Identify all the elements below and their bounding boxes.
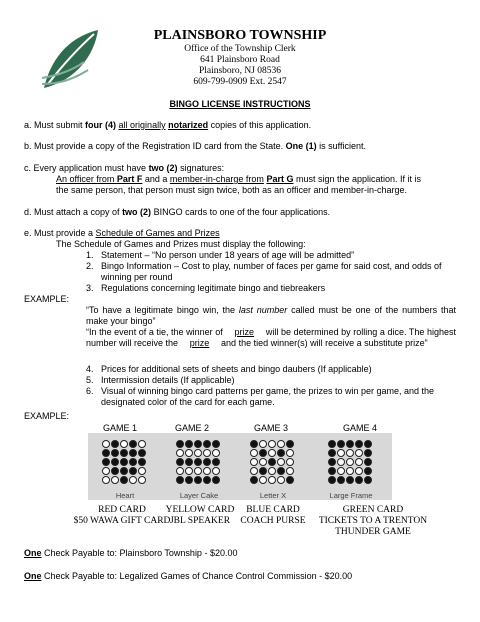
list-item: Bingo Information – Cost to play, number of faces per game for said cost, and odds of winning per round xyxy=(101,261,442,282)
bingo-dot-filled xyxy=(185,458,193,466)
bingo-dot-filled xyxy=(176,458,184,466)
bingo-dot-empty xyxy=(138,476,146,484)
bingo-dot-filled xyxy=(250,476,258,484)
list-item-number: 5. xyxy=(86,375,94,385)
bingo-dot-filled xyxy=(328,476,336,484)
bingo-dot-filled xyxy=(346,440,354,448)
bingo-dot-empty xyxy=(185,449,193,457)
bingo-dot-filled xyxy=(355,476,363,484)
bingo-dot-filled xyxy=(102,449,110,457)
bingo-card-game-2 xyxy=(162,433,236,500)
bingo-dot-filled xyxy=(364,467,372,475)
bingo-dot-filled xyxy=(176,440,184,448)
bingo-dot-empty xyxy=(129,476,137,484)
bingo-dot-filled xyxy=(328,458,336,466)
bingo-dot-empty xyxy=(176,449,184,457)
bingo-pattern-grid xyxy=(102,440,146,484)
bingo-dot-empty xyxy=(259,440,267,448)
card-color: BLUE CARD xyxy=(246,505,300,515)
list-item-number: 3. xyxy=(86,283,94,293)
list-item: Intermission details (If applicable) xyxy=(101,375,235,385)
list-item: Visual of winning bingo card patterns per game, the prizes to win per game, and the designated color of the card for each game. xyxy=(101,386,435,407)
list-item-number: 2. xyxy=(86,261,94,271)
list-item-number: 1. xyxy=(86,250,94,260)
bingo-dot-empty xyxy=(194,467,202,475)
game-label: GAME 1 xyxy=(102,423,137,433)
bingo-dot-filled xyxy=(286,440,294,448)
item-c: c. Every application must have two (2) signatures: xyxy=(24,163,225,173)
bingo-dot-empty xyxy=(268,467,276,475)
bingo-dot-empty xyxy=(346,467,354,475)
bingo-dot-empty xyxy=(203,467,211,475)
bingo-dot-filled xyxy=(328,440,336,448)
bingo-dot-filled xyxy=(111,458,119,466)
bingo-card-game-3 xyxy=(236,433,310,500)
item-c-line2: the same person, that person must sign twice, both as an officer and member-in-charge. xyxy=(56,185,408,195)
bingo-dot-filled xyxy=(337,440,345,448)
check-plainsboro: One Check Payable to: Plainsboro Township - $20.00 xyxy=(24,548,238,558)
bingo-dot-empty xyxy=(111,476,119,484)
pattern-caption: Heart xyxy=(115,491,135,500)
doc-title: BINGO LICENSE INSTRUCTIONS xyxy=(169,99,311,109)
bingo-dot-empty xyxy=(337,467,345,475)
item-b: b. Must provide a copy of the Registration ID card from the State. One (1) is sufficient. xyxy=(24,141,366,151)
bingo-dot-empty xyxy=(250,467,258,475)
pattern-caption: Large Frame xyxy=(329,491,373,500)
bingo-dot-filled xyxy=(259,449,267,457)
bingo-dot-empty xyxy=(346,458,354,466)
bingo-dot-empty xyxy=(337,449,345,457)
bingo-dot-empty xyxy=(286,449,294,457)
bingo-dot-filled xyxy=(194,440,202,448)
bingo-dot-filled xyxy=(268,458,276,466)
bingo-dot-empty xyxy=(250,449,258,457)
bingo-dot-empty xyxy=(355,458,363,466)
list-item-number: 4. xyxy=(86,364,94,374)
card-color: GREEN CARD xyxy=(342,505,404,515)
bingo-card-game-4 xyxy=(310,433,392,500)
bingo-dot-empty xyxy=(203,449,211,457)
list-item-number: 6. xyxy=(86,386,94,396)
bingo-dot-filled xyxy=(364,440,372,448)
bingo-dot-filled xyxy=(203,440,211,448)
bingo-dot-filled xyxy=(277,449,285,457)
bingo-dot-filled xyxy=(102,458,110,466)
pattern-caption: Layer Cake xyxy=(179,491,219,500)
bingo-dot-filled xyxy=(129,458,137,466)
bingo-dot-empty xyxy=(277,476,285,484)
phone-line: 609-799-0909 Ext. 2547 xyxy=(193,77,287,87)
bingo-dot-filled xyxy=(212,476,220,484)
bingo-dot-filled xyxy=(364,449,372,457)
game-label: GAME 3 xyxy=(253,423,288,433)
bingo-dot-empty xyxy=(286,467,294,475)
bingo-dot-empty xyxy=(212,467,220,475)
item-c-line1: An officer from Part F and a member-in-charge from Part G must sign the application. If it is xyxy=(56,174,422,184)
bingo-dot-filled xyxy=(346,476,354,484)
item-e: e. Must provide a Schedule of Games and Prizes xyxy=(24,228,220,238)
bingo-dot-filled xyxy=(111,440,119,448)
bingo-dot-empty xyxy=(102,467,110,475)
game-label: GAME 4 xyxy=(342,423,377,433)
bingo-dot-filled xyxy=(328,449,336,457)
bingo-dot-empty xyxy=(259,458,267,466)
bingo-dot-filled xyxy=(129,440,137,448)
bingo-dot-filled xyxy=(355,440,363,448)
bingo-dot-filled xyxy=(194,458,202,466)
bingo-dot-empty xyxy=(185,467,193,475)
card-color: YELLOW CARD xyxy=(165,505,235,515)
bingo-dot-empty xyxy=(176,467,184,475)
bingo-dot-empty xyxy=(268,440,276,448)
bingo-dot-filled xyxy=(194,476,202,484)
bingo-dot-filled xyxy=(120,476,128,484)
bingo-dot-filled xyxy=(203,458,211,466)
requirements-list-continued xyxy=(86,364,446,407)
card-prize: JBL SPEAKER xyxy=(169,516,231,526)
bingo-dot-empty xyxy=(346,449,354,457)
address-line: 641 Plainsboro Road xyxy=(200,55,280,65)
bingo-dot-filled xyxy=(138,449,146,457)
bingo-dot-filled xyxy=(176,476,184,484)
township-title: PLAINSBORO TOWNSHIP xyxy=(153,28,327,43)
bingo-dot-filled xyxy=(120,467,128,475)
bingo-dot-filled xyxy=(328,467,336,475)
city-line: Plainsboro, NJ 08536 xyxy=(198,66,282,76)
list-item: Regulations concerning legitimate bingo and tiebreakers xyxy=(101,283,326,293)
bingo-dot-filled xyxy=(185,440,193,448)
list-item: Statement – “No person under 18 years of age will be admitted” xyxy=(101,250,355,260)
leaf-logo-icon xyxy=(40,26,102,92)
bingo-dot-empty xyxy=(277,440,285,448)
bingo-dot-filled xyxy=(212,458,220,466)
quote-tiebreaker: “In the event of a tie, the winner of prize will be determined by rolling a dice. The highest number will receive the prize and the tied winner(s) will receive a substitute prize” xyxy=(86,327,456,348)
bingo-dot-filled xyxy=(111,449,119,457)
bingo-dot-empty xyxy=(268,476,276,484)
bingo-dot-empty xyxy=(337,458,345,466)
bingo-dot-empty xyxy=(102,476,110,484)
pattern-caption: Letter X xyxy=(259,491,287,500)
bingo-dot-filled xyxy=(120,449,128,457)
bingo-dot-empty xyxy=(212,449,220,457)
bingo-dot-filled xyxy=(337,476,345,484)
check-gaming-commission: One Check Payable to: Legalized Games of Chance Control Commission - $20.00 xyxy=(24,571,353,581)
bingo-dot-filled xyxy=(259,467,267,475)
bingo-dot-empty xyxy=(355,467,363,475)
item-e-sub: The Schedule of Games and Prizes must display the following: xyxy=(56,239,306,249)
example-label-2: EXAMPLE: xyxy=(24,411,70,421)
card-color: RED CARD xyxy=(98,505,146,515)
bingo-dot-empty xyxy=(286,458,294,466)
bingo-dot-filled xyxy=(120,458,128,466)
card-prize: TICKETS TO A TRENTON THUNDER GAME xyxy=(318,516,428,537)
bingo-dot-filled xyxy=(250,440,258,448)
card-prize: COACH PURSE xyxy=(240,516,306,526)
item-a: a. Must submit four (4) all originally notarized copies of this application. xyxy=(24,120,312,130)
bingo-card-game-1 xyxy=(88,433,162,500)
bingo-dot-empty xyxy=(277,458,285,466)
bingo-dot-filled xyxy=(129,467,137,475)
bingo-dot-filled xyxy=(111,467,119,475)
bingo-dot-empty xyxy=(102,440,110,448)
quote-legitimate-win: “To have a legitimate bingo win, the last number called must be one of the numbers that make your bingo” xyxy=(86,305,456,326)
bingo-dot-filled xyxy=(364,458,372,466)
example-label: EXAMPLE: xyxy=(24,294,70,304)
bingo-dot-empty xyxy=(250,458,258,466)
bingo-dot-empty xyxy=(259,476,267,484)
bingo-dot-empty xyxy=(194,449,202,457)
bingo-dot-empty xyxy=(120,440,128,448)
bingo-pattern-grid xyxy=(176,440,220,484)
bingo-dot-filled xyxy=(203,476,211,484)
bingo-pattern-grid xyxy=(328,440,372,484)
bingo-dot-filled xyxy=(185,476,193,484)
requirements-list xyxy=(86,250,446,310)
bingo-dot-filled xyxy=(286,476,294,484)
card-prize: $50 WAWA GIFT CARD xyxy=(73,516,171,526)
bingo-dot-empty xyxy=(138,467,146,475)
bingo-dot-empty xyxy=(138,440,146,448)
bingo-dot-filled xyxy=(212,440,220,448)
office-line: Office of the Township Clerk xyxy=(184,44,296,54)
list-item: Prices for additional sets of sheets and bingo daubers (If applicable) xyxy=(101,364,372,374)
game-label: GAME 2 xyxy=(174,423,209,433)
bingo-dot-filled xyxy=(277,467,285,475)
bingo-dot-filled xyxy=(364,476,372,484)
bingo-pattern-grid xyxy=(250,440,294,484)
bingo-dot-filled xyxy=(138,458,146,466)
bingo-dot-empty xyxy=(268,449,276,457)
item-d: d. Must attach a copy of two (2) BINGO cards to one of the four applications. xyxy=(24,207,331,217)
bingo-dot-empty xyxy=(355,449,363,457)
bingo-dot-filled xyxy=(129,449,137,457)
